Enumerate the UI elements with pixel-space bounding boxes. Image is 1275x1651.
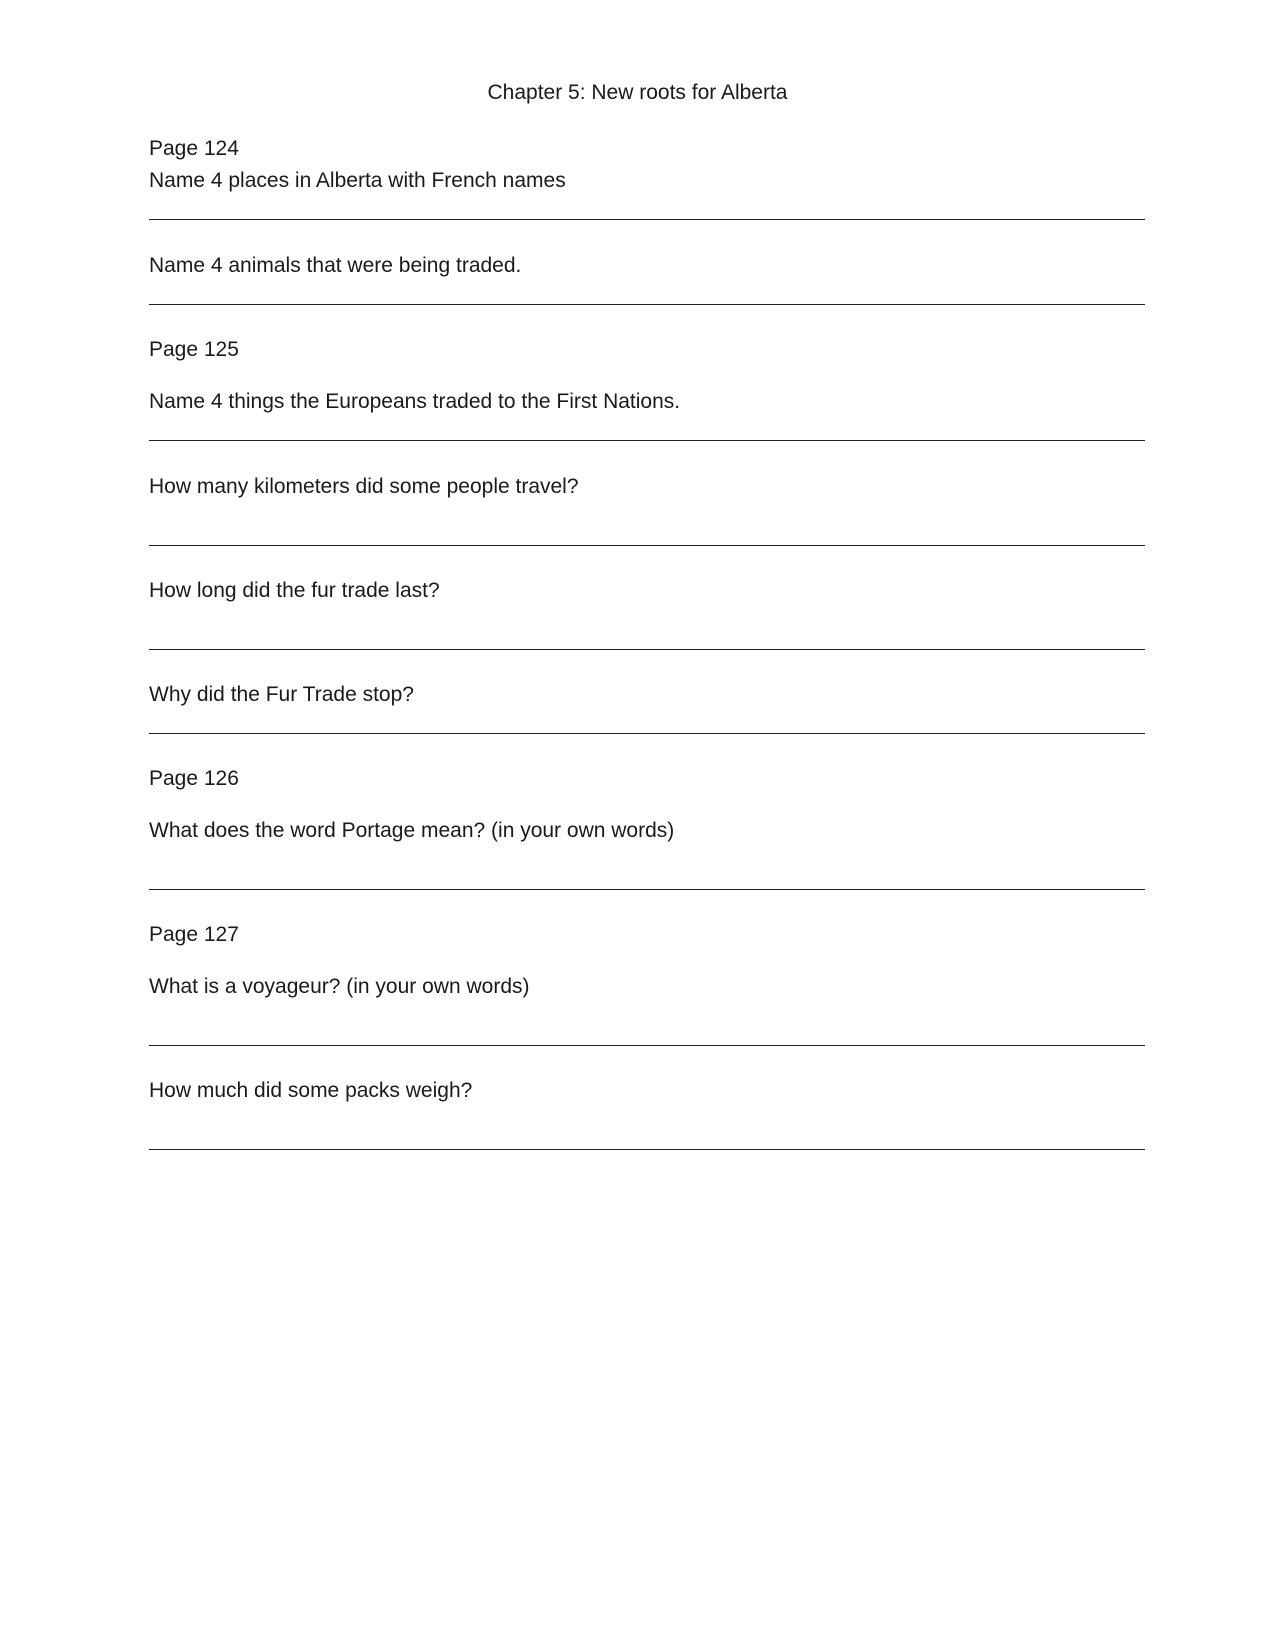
question-1: Name 4 places in Alberta with French names: [149, 169, 566, 192]
answer-line-3: [149, 440, 1145, 441]
answer-line-9: [149, 1149, 1145, 1150]
answer-line-6: [149, 733, 1145, 734]
answer-line-2: [149, 304, 1145, 305]
question-6: Why did the Fur Trade stop?: [149, 683, 414, 706]
page-label-124: Page 124: [149, 137, 239, 160]
question-2: Name 4 animals that were being traded.: [149, 254, 522, 277]
page-label-127: Page 127: [149, 923, 239, 946]
answer-line-4: [149, 545, 1145, 546]
question-7: What does the word Portage mean? (in your own words): [149, 819, 675, 842]
page-title: Chapter 5: New roots for Alberta: [487, 81, 788, 104]
page-label-126: Page 126: [149, 767, 239, 790]
answer-line-7: [149, 889, 1145, 890]
question-4: How many kilometers did some people travel?: [149, 475, 579, 498]
answer-line-1: [149, 219, 1145, 220]
question-3: Name 4 things the Europeans traded to the First Nations.: [149, 390, 681, 413]
question-9: How much did some packs weigh?: [149, 1079, 473, 1102]
page-label-125: Page 125: [149, 338, 239, 361]
answer-line-5: [149, 649, 1145, 650]
answer-line-8: [149, 1045, 1145, 1046]
question-8: What is a voyageur? (in your own words): [149, 975, 530, 998]
question-5: How long did the fur trade last?: [149, 579, 440, 602]
